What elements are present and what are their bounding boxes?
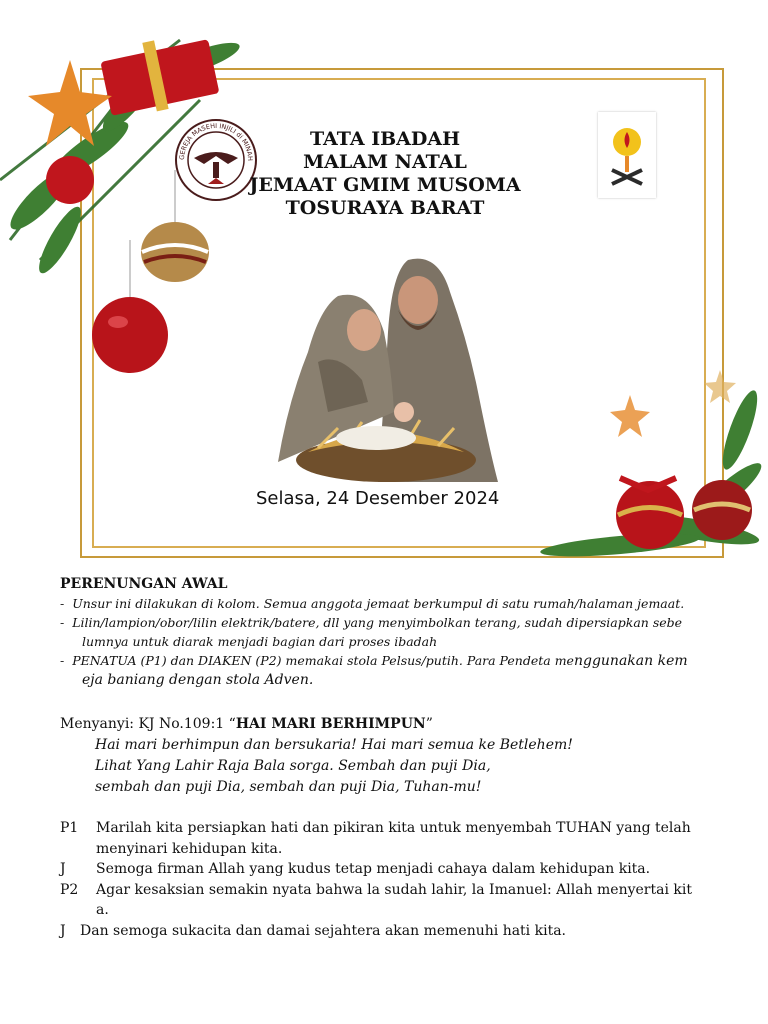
rubric-item: - Unsur ini dilakukan di kolom. Semua anggota jemaat berkumpul di satu rumah/halaman jemaat. bbox=[60, 596, 685, 611]
speaker-label: J bbox=[60, 922, 66, 939]
star-icon bbox=[610, 395, 650, 437]
litany-text: Semoga firman Allah yang kudus tetap menjadi cahaya dalam kehidupan kita. bbox=[96, 861, 651, 877]
litany-row bbox=[60, 818, 720, 859]
church-emblem-logo bbox=[598, 112, 656, 198]
rubric-text: Lilin/lampion/obor/lilin elektrik/batere, dll yang menyimbolkan terang, sudah dipersiapkan sebe bbox=[72, 615, 683, 630]
rubric-item: - PENATUA (P1) dan DIAKEN (P2) memakai stola Pelsus/putih. Para Pendeta menggunakan kem eja baniang dengan stola Adven. bbox=[60, 651, 720, 690]
title-line: JEMAAT GMIM MUSOMA bbox=[249, 174, 521, 196]
speaker-label: J bbox=[60, 861, 66, 877]
speaker-label: P2 bbox=[60, 881, 79, 898]
rubric-text: PENATUA (P1) dan DIAKEN (P2) memakai stola Pelsus/putih. Para Pendeta me bbox=[72, 653, 574, 668]
christmas-decoration-bottom-right bbox=[500, 370, 768, 580]
cover-title bbox=[240, 128, 530, 220]
star-icon bbox=[704, 370, 736, 403]
litany-row bbox=[60, 859, 720, 880]
litany-text: menyinari kehidupan kita. bbox=[96, 840, 283, 857]
title-line: TATA IBADAH bbox=[309, 128, 461, 150]
rubric-text: lumnya untuk diarak menjadi bagian dari proses ibadah bbox=[82, 634, 438, 649]
litany-row bbox=[60, 921, 720, 942]
hymn-verse-line: Lihat Yang Lahir Raja Bala sorga. Sembah dan puji Dia, bbox=[95, 758, 491, 774]
section-title: PERENUNGAN AWAL bbox=[60, 576, 228, 592]
hymn-title: HAI MARI BERHIMPUN bbox=[235, 716, 426, 732]
ornament-ball-icon bbox=[141, 222, 209, 282]
rubric-text: Unsur ini dilakukan di kolom. Semua anggota jemaat berkumpul di satu rumah/halaman jemaat. bbox=[72, 596, 685, 611]
ornament-ball-icon bbox=[92, 297, 168, 373]
opening-reflection-section bbox=[60, 574, 720, 690]
litany-block bbox=[60, 818, 720, 941]
hymn-verse-line: Hai mari berhimpun dan bersukaria! Hai mari semua ke Betlehem! bbox=[95, 737, 573, 753]
litany-text: Marilah kita persiapkan hati dan pikiran kita untuk menyembah TUHAN yang telah bbox=[96, 820, 691, 836]
nativity-scene-image bbox=[258, 252, 510, 488]
gmim-logo-text: GEREJA MASEHI INJILI di MINAH bbox=[177, 121, 255, 162]
hymn-block bbox=[60, 714, 720, 798]
hymn-verse-line: sembah dan puji Dia, sembah dan puji Dia, Tuhan-mu! bbox=[95, 779, 482, 795]
rubric-text: eja baniang dengan stola Adven. bbox=[82, 672, 314, 688]
rubric-item: - Lilin/lampion/obor/lilin elektrik/batere, dll yang menyimbolkan terang, sudah dipersiapkan sebe lumnya untuk diarak menjadi bagian dari proses ibadah bbox=[60, 613, 720, 651]
rubric-text: nggunakan kem bbox=[573, 653, 688, 669]
title-line: MALAM NATAL bbox=[303, 151, 467, 173]
litany-row bbox=[60, 880, 720, 921]
service-date: Selasa, 24 Desember 2024 bbox=[256, 488, 500, 509]
litany-text: Agar kesaksian semakin nyata bahwa la sudah lahir, la Imanuel: Allah menyertai kit bbox=[96, 881, 692, 898]
hymn-heading: Menyanyi: KJ No.109:1 “HAI MARI BERHIMPUN” bbox=[60, 716, 433, 732]
speaker-label: P1 bbox=[60, 820, 79, 836]
title-line: TOSURAYA BARAT bbox=[285, 197, 485, 219]
ornament-ball-icon bbox=[46, 156, 94, 204]
litany-text: Dan semoga sukacita dan damai sejahtera akan memenuhi hati kita. bbox=[80, 922, 566, 939]
litany-text: a. bbox=[96, 902, 109, 918]
